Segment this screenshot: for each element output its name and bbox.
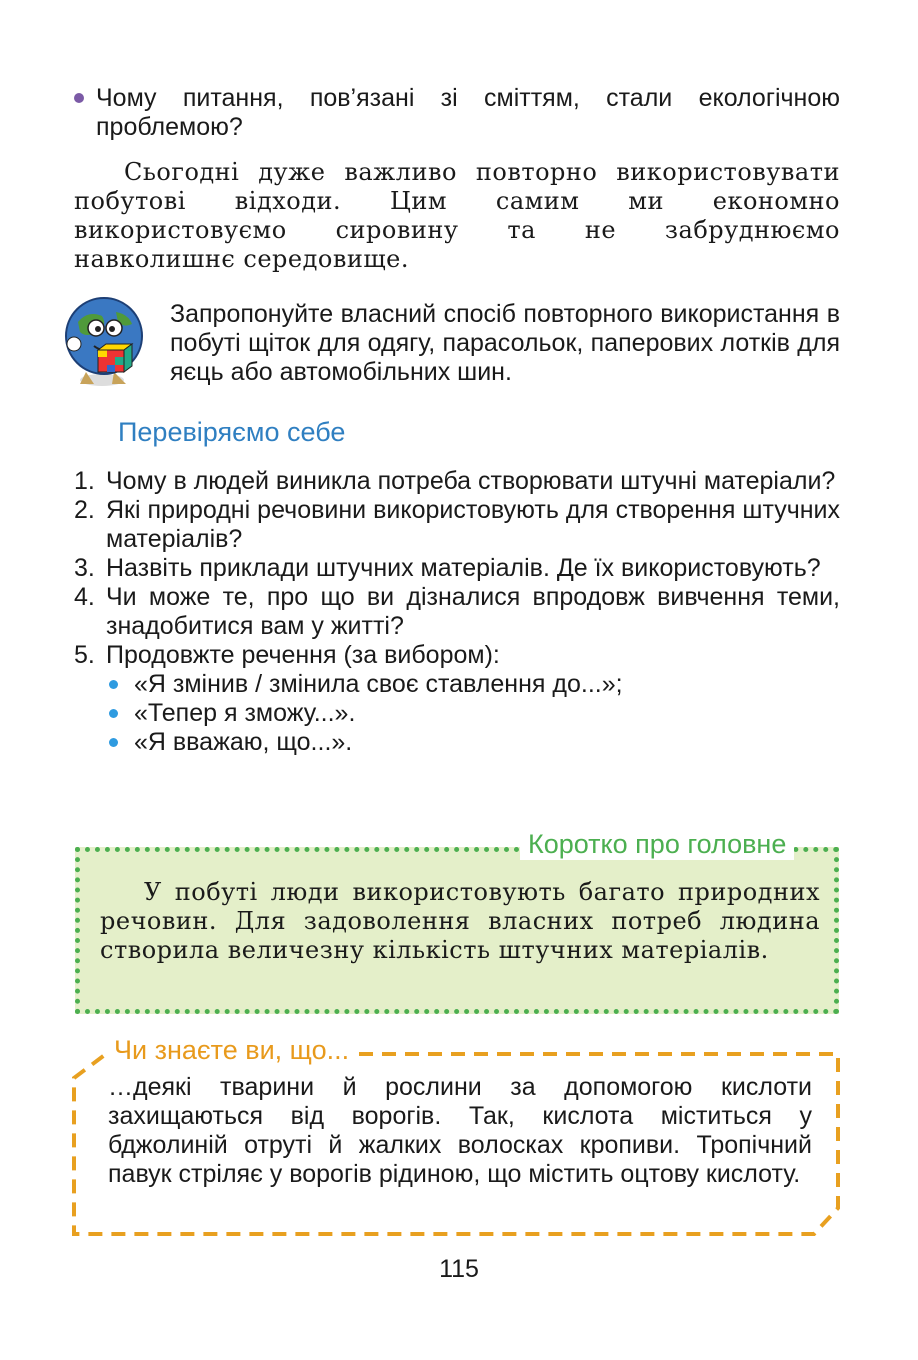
page-number: 115 xyxy=(439,1255,479,1283)
bullet-dot-icon xyxy=(109,680,118,689)
question-item xyxy=(74,496,840,554)
globe-mascot-icon xyxy=(58,292,154,394)
question-number: 3. xyxy=(74,554,95,582)
question-item xyxy=(74,554,840,583)
sentence-starter: «Я вважаю, що...». xyxy=(134,728,353,756)
list-item xyxy=(106,699,840,728)
summary-title: Коротко про головне xyxy=(520,828,794,860)
fact-title: Чи знаєте ви, що... xyxy=(106,1034,357,1066)
sentence-starters-list xyxy=(106,670,840,757)
intro-paragraph: Сьогодні дуже важливо повторно використовувати побутові відходи. Цим самим ми економно використовуємо сировину та не забруднюємо навколишнє середовище. xyxy=(74,158,840,273)
summary-text: У побуті люди використовують багато природних речовин. Для задоволення власних потреб людина створила величезну кількість штучних матеріалів. xyxy=(100,878,820,964)
question-text: Продовжте речення (за вибором): xyxy=(106,641,500,669)
question-text: Чому в людей виникла потреба створювати штучні матеріали? xyxy=(106,467,836,495)
top-question: Чому питання, пов’язані зі сміттям, стали екологічною проблемою? xyxy=(96,84,840,141)
question-item xyxy=(74,641,840,757)
bullet-dot-icon xyxy=(109,738,118,747)
question-item xyxy=(74,467,840,496)
question-item xyxy=(74,583,840,641)
question-text: Які природні речовини використовують для створення штучних матеріалів? xyxy=(106,496,840,553)
question-number: 1. xyxy=(74,467,95,495)
question-number: 5. xyxy=(74,641,95,669)
bullet-dot-icon xyxy=(109,709,118,718)
list-item xyxy=(106,670,840,699)
task-text: Запропонуйте власний спосіб повторного використання в побуті щіток для одягу, парасольок, паперових лотків для яєць або автомобільних шин. xyxy=(170,300,840,386)
question-text: Назвіть приклади штучних матеріалів. Де їх використовують? xyxy=(106,554,821,582)
bullet-dot-icon xyxy=(74,93,84,103)
question-number: 4. xyxy=(74,583,95,611)
question-number: 2. xyxy=(74,496,95,524)
fact-text: …деякі тварини й рослини за допомогою кислоти захищаються від ворогів. Так, кислота міститься у бджолиній отруті й жалких волосках кропиви. Тропічний павук стріляє у ворогів рідиною, що містить оцтову кислоту. xyxy=(108,1073,812,1188)
review-questions-list xyxy=(74,467,840,757)
sentence-starter: «Тепер я зможу...». xyxy=(134,699,356,727)
summary-box xyxy=(75,847,839,1014)
section-heading-check-yourself: Перевіряємо себе xyxy=(118,417,346,447)
sentence-starter: «Я змінив / змінила своє ставлення до...»; xyxy=(134,670,623,698)
list-item xyxy=(106,728,840,757)
question-text: Чи може те, про що ви дізналися впродовж вивчення теми, знадобитися вам у житті? xyxy=(106,583,840,640)
